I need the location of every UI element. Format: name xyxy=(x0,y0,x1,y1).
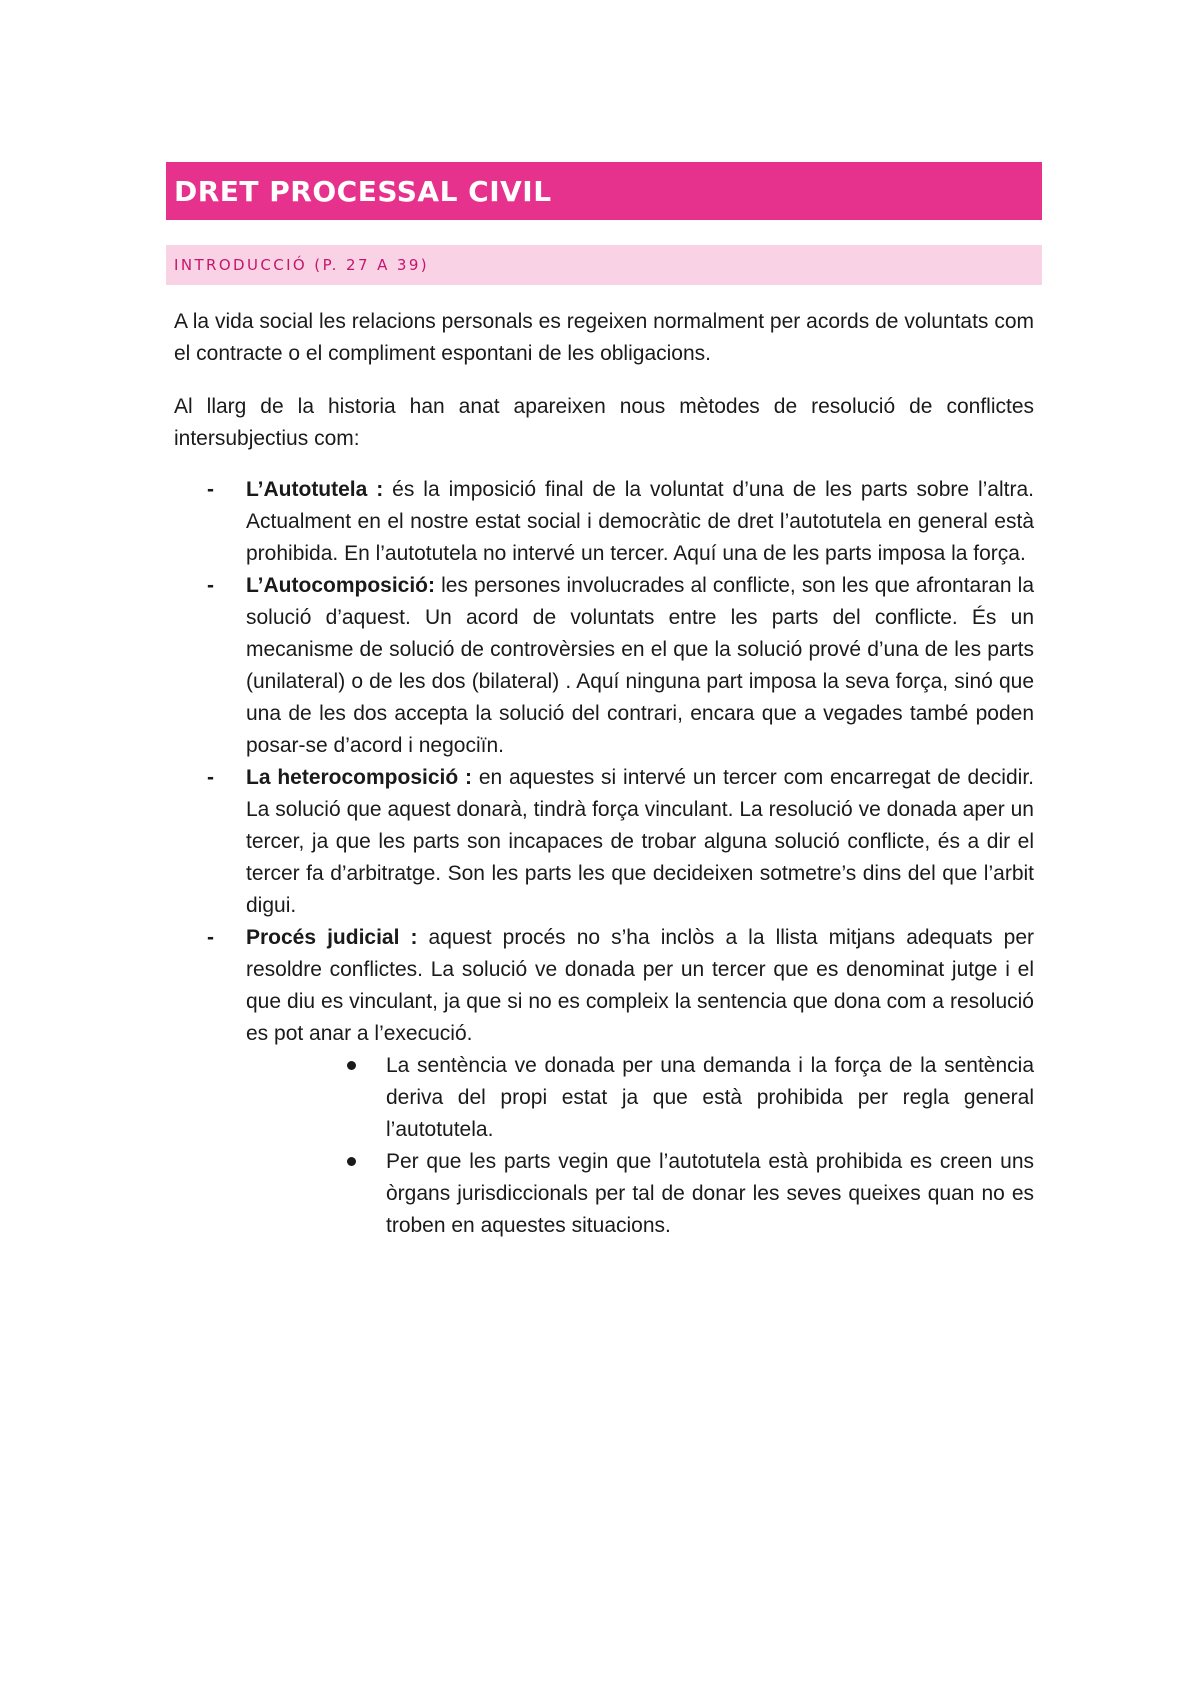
list-item-proces-judicial xyxy=(166,922,1034,1050)
list-item-autocomposicio xyxy=(166,570,1034,762)
bullet-dot-icon xyxy=(347,1157,356,1166)
term-label: Procés judicial : xyxy=(246,926,418,949)
document-page xyxy=(166,162,1042,1242)
bullet-item xyxy=(166,1146,1034,1242)
term-label: L’Autotutela : xyxy=(246,478,384,501)
list-item-heterocomposicio xyxy=(166,762,1034,922)
bullet-dot-icon xyxy=(347,1061,356,1070)
term-description: aquest procés no s’ha inclòs a la llista mitjans adequats per resoldre conflictes. La solució ve donada per un tercer que es denominat jutge i el que diu es vinculant, ja que si no es compleix la sentencia que dona com a resolució es pot anar a l’execució. xyxy=(246,926,1034,1045)
methods-list xyxy=(166,474,1034,1050)
section-heading-bar xyxy=(166,245,1042,285)
bullet-item xyxy=(166,1050,1034,1146)
term-label: L’Autocomposició: xyxy=(246,574,435,597)
dash-marker: - xyxy=(207,478,214,501)
bullet-text: Per que les parts vegin que l’autotutela està prohibida es creen uns òrgans jurisdiccionals per tal de donar les seves queixes quan no es troben en aquestes situacions. xyxy=(386,1150,1034,1237)
term-description: les persones involucrades al conflicte, son les que afrontaran la solució d’aquest. Un acord de voluntats entre les parts del conflicte. És un mecanisme de solució de controvèrsies en el que la solució prové d’una de les parts (unilateral) o de les dos (bilateral) . Aquí ninguna part imposa la seva força, sinó que una de les dos accepta la solució del contrari, encara que a vegades també poden posar-se d’acord i negociïn. xyxy=(246,574,1034,757)
title-bar xyxy=(166,162,1042,220)
dash-marker: - xyxy=(207,574,214,597)
term-description: és la imposició final de la voluntat d’una de les parts sobre l’altra. Actualment en el nostre estat social i democràtic de dret l’autotutela en general està prohibida. En l’autotutela no intervé un tercer. Aquí una de les parts imposa la força. xyxy=(246,478,1034,565)
methods-paragraph: Al llarg de la historia han anat apareixen nous mètodes de resolució de conflictes intersubjectius com: xyxy=(174,395,1034,450)
bullet-text: La sentència ve donada per una demanda i la força de la sentència deriva del propi estat ja que està prohibida per regla general l’autotutela. xyxy=(386,1054,1034,1141)
dash-marker: - xyxy=(207,926,214,949)
section-heading: INTRODUCCIÓ (P. 27 A 39) xyxy=(174,256,430,274)
document-title: DRET PROCESSAL CIVIL xyxy=(174,174,552,208)
sub-bullet-list xyxy=(166,1050,1034,1242)
intro-paragraph: A la vida social les relacions personals es regeixen normalment per acords de voluntats com el contracte o el compliment espontani de les obligacions. xyxy=(174,310,1034,365)
term-label: La heterocomposició : xyxy=(246,766,473,789)
list-item-autotutela xyxy=(166,474,1034,570)
term-description: en aquestes si intervé un tercer com encarregat de decidir. La solució que aquest donarà, tindrà força vinculant. La resolució ve donada aper un tercer, ja que les parts son incapaces de trobar alguna solució conflicte, és a dir el tercer fa d’arbitratge. Son les parts les que decideixen sotmetre’s dins del que l’arbit digui. xyxy=(246,766,1034,917)
dash-marker: - xyxy=(207,766,214,789)
